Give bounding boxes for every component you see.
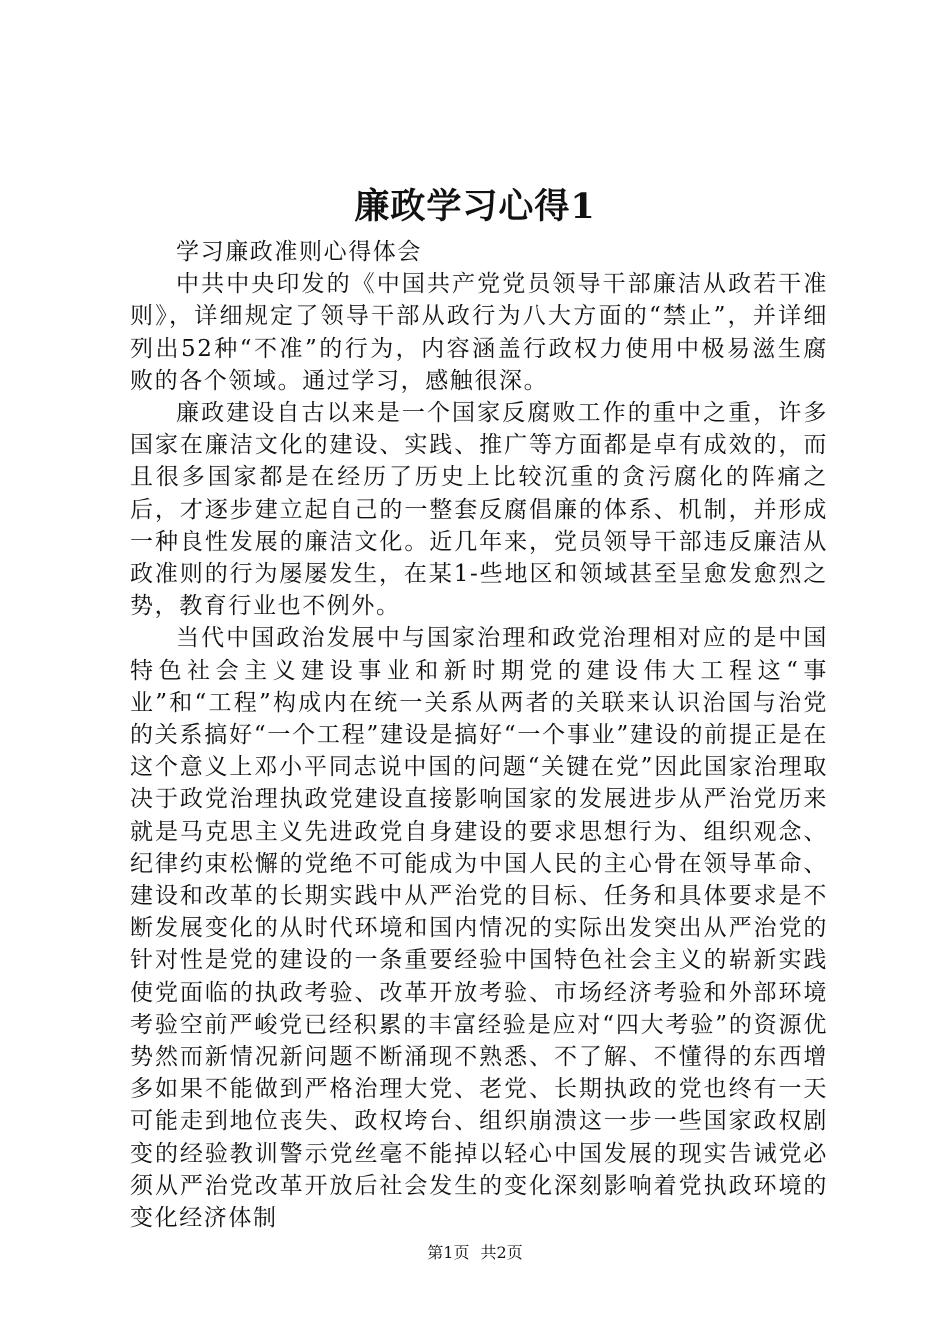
page-number: 第1页 (427, 1243, 470, 1262)
paragraph: 廉政建设自古以来是一个国家反腐败工作的重中之重，许多国家在廉洁文化的建设、实践、推广等方面都是卓有成效的，而且很多国家都是在经历了历史上比较沉重的贪污腐化的阵痛之后，才逐步建立起自己的一整套反腐倡廉的体系、机制，并形成一种良性发展的廉洁文化。近几年来，党员领导干部违反廉洁从政准则的行为屡屡发生，在某1-些地区和领域甚至呈愈发愈烈之势，教育行业也不例外。 (130, 400, 828, 620)
page-total: 共2页 (480, 1243, 523, 1262)
paragraph: 中共中央印发的《中国共产党党员领导干部廉洁从政若干准则》，详细规定了领导干部从政行为八大方面的“禁止”，并详细列出52种“不准”的行为，内容涵盖行政权力使用中极易滋生腐败的各个领域。通过学习，感触很深。 (130, 271, 828, 394)
page-title: 廉政学习心得1 (354, 186, 596, 227)
paragraph: 当代中国政治发展中与国家治理和政党治理相对应的是中国特色社会主义建设事业和新时期党的建设伟大工程这“事业”和“工程”构成内在统一关系从两者的关联来认识治国与治党的关系搞好“一个工程”建设是搞好“一个事业”建设的前提正是在这个意义上邓小平同志说中国的问题“关键在党”因此国家治理取决于政党治理执政党建设直接影响国家的发展进步从严治党历来就是马克思主义先进政党自身建设的要求思想行为、组织观念、纪律约束松懈的党绝不可能成为中国人民的主心骨在领导革命、建设和改革的长期实践中从严治党的目标、任务和具体要求是不断发展变化的从时代环境和国内情况的实际出发突出从严治党的针对性是党的建设的一条重要经验中国特色社会主义的崭新实践使党面临的执政考验、改革开放考验、市场经济考验和外部环境考验空前严峻党已经积累的丰富经验是应对“四大考验”的资源优势然而新情况新问题不断涌现不熟悉、不了解、不懂得的东西增多如果不能做到严格治理大党、老党、长期执政的党也终有一天可能走到地位丧失、政权垮台、组织崩溃这一步一些国家政权剧变的经验教训警示党丝毫不能掉以轻心中国发展的现实告诫党必须从严治党改革开放后社会发生的变化深刻影响着党执政环境的变化经济体制 (130, 625, 828, 1232)
document-body (130, 236, 828, 1234)
paragraph-subtitle: 学习廉政准则心得体会 (176, 239, 422, 265)
page-footer (0, 1242, 950, 1264)
